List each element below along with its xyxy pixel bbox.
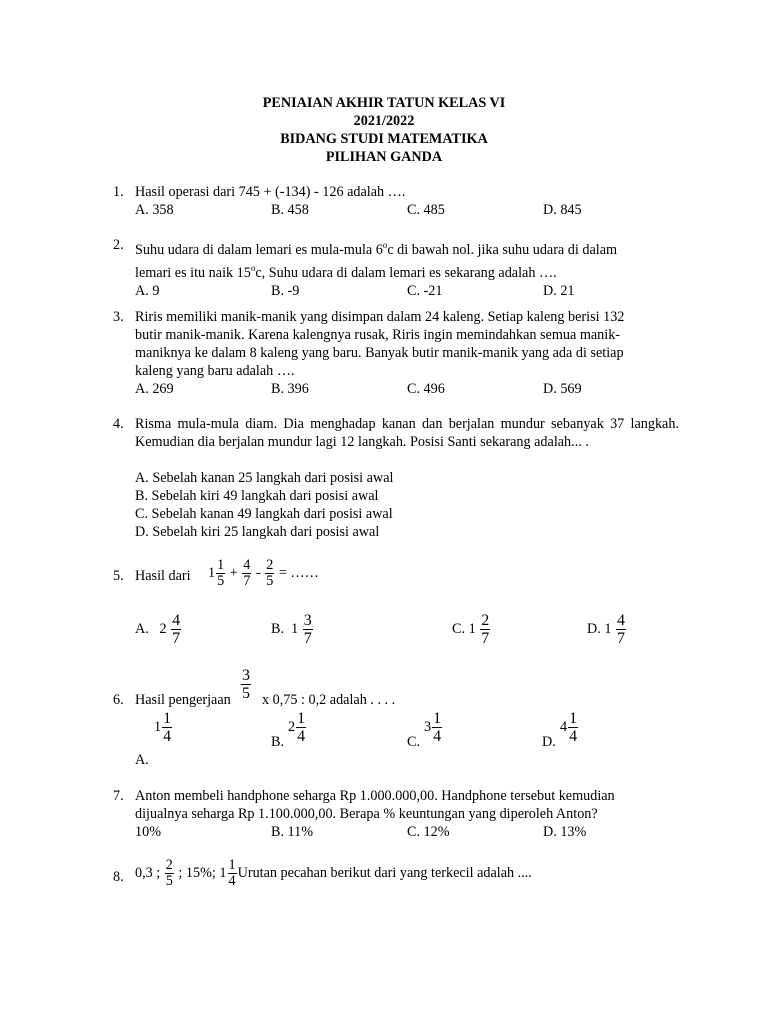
exam-section: PILIHAN GANDA [325, 149, 443, 165]
option-c: C. Sebelah kanan 49 langkah dari posisi awal [135, 506, 393, 522]
minus-sign: - [255, 564, 261, 581]
option-c: C. 496 [407, 381, 445, 397]
question-number: 7. [113, 788, 124, 804]
whole-number: 1 [208, 564, 216, 581]
question-number: 5. [113, 568, 124, 584]
option-c: C. -21 [407, 283, 443, 299]
equals-sign: = …… [278, 564, 319, 581]
degree-symbol: o [382, 240, 388, 250]
fraction: $\frac{4}{7}$ [616, 612, 625, 647]
fraction: $\frac{1}{4}$ [433, 710, 442, 745]
question-text: 0,3 ; $\frac{2}{5}$ ; 15%; 1 $\frac{1}{4}$ Urutan pecahan berikut dari yang terkecil adalah .... [135, 857, 532, 889]
option-a: 10% [135, 824, 162, 840]
question-text: Risma mula-mula diam. Dia menghadap kanan dan berjalan mundur sebanyak 37 langkah. Kemudian dia berjalan mundur lagi 12 langkah. Posisi Santi sekarang adalah... . [135, 416, 679, 450]
exam-year: 2021/2022 [353, 113, 415, 129]
option-d: D. 13% [543, 824, 587, 840]
fraction: $\frac{1}{4}$ [569, 710, 578, 745]
option-a: A. 269 [135, 381, 174, 397]
exam-subject: BIDANG STUDI MATEMATIKA [280, 131, 488, 147]
option-d: D. 845 [543, 202, 582, 218]
question-7 [113, 787, 679, 841]
degree-symbol: o [250, 263, 256, 273]
question-text-line: butir manik-manik. Karena kalengnya rusak, Riris ingin memindahkan semua manik- [135, 327, 621, 343]
question-text: Hasil operasi dari 745 + (-134) - 126 adalah …. [135, 184, 406, 200]
fraction: $\frac{3}{5}$ [242, 667, 250, 702]
option-a: A. Sebelah kanan 25 langkah dari posisi awal [135, 470, 394, 486]
question-label: Hasil pengerjaan [135, 692, 231, 708]
option-c-label: C. [407, 734, 421, 750]
option-d-label: D. [542, 734, 556, 750]
option-b: B. 396 [271, 381, 309, 397]
answer-options [135, 823, 679, 841]
option-b: B. -9 [271, 283, 300, 299]
question-4 [113, 415, 679, 541]
answer-options [135, 201, 679, 219]
answer-options [135, 380, 679, 398]
option-a: A. 358 [135, 202, 174, 218]
option-a: A. 9 [135, 283, 160, 299]
option-c-value: 3 $\frac{1}{4}$ [424, 710, 442, 745]
question-text-line: Riris memiliki manik-manik yang disimpan dalam 24 kaleng. Setiap kaleng berisi 132 [135, 309, 625, 325]
fraction: $\frac{1}{5}$ [217, 557, 225, 589]
option-a: A. 2 $\frac{4}{7}$ [135, 612, 181, 647]
option-b: B. 1 $\frac{3}{7}$ [271, 612, 312, 647]
option-c: C. 1 $\frac{2}{7}$ [452, 612, 490, 647]
question-number: 1. [113, 184, 124, 200]
question-number: 2. [113, 237, 124, 253]
fraction: $\frac{2}{7}$ [481, 612, 490, 647]
expression [208, 558, 319, 589]
option-b-value: 2 $\frac{1}{4}$ [288, 710, 306, 745]
fraction: $\frac{1}{4}$ [297, 710, 306, 745]
exam-header [0, 94, 768, 166]
fraction: $\frac{2}{5}$ [165, 857, 173, 889]
question-label: Hasil dari [135, 568, 191, 584]
option-d-value: 4 $\frac{1}{4}$ [560, 710, 578, 745]
fraction: $\frac{3}{7}$ [303, 612, 312, 647]
option-b: B. 11% [271, 824, 314, 840]
option-c: C. 485 [407, 202, 445, 218]
option-d: D. Sebelah kiri 25 langkah dari posisi awal [135, 524, 380, 540]
option-b: B. 458 [271, 202, 309, 218]
question-number: 8. [113, 869, 124, 885]
option-d: D. 1 $\frac{4}{7}$ [587, 612, 625, 647]
option-b: B. Sebelah kiri 49 langkah dari posisi awal [135, 488, 379, 504]
fraction: $\frac{4}{7}$ [172, 612, 181, 647]
question-1 [113, 183, 679, 219]
exam-title: PENIAIAN AKHIR TATUN KELAS VI [262, 95, 506, 111]
question-text-line: Suhu udara di dalam lemari es mula-mula 6$^o$c di bawah nol. jika suhu udara di dalam [135, 240, 618, 258]
question-text: x 0,75 : 0,2 adalah . . . . [262, 692, 396, 708]
question-3 [113, 308, 679, 398]
question-text-line: maniknya ke dalam 8 kaleng yang baru. Banyak butir manik-manik yang ada di setiap [135, 345, 624, 361]
plus-sign: + [229, 564, 238, 581]
option-a-label: A. [135, 752, 149, 768]
question-number: 6. [113, 692, 124, 708]
question-text-line: Anton membeli handphone seharga Rp 1.000.000,00. Handphone tersebut kemudian [135, 788, 615, 804]
option-b-label: B. [271, 734, 285, 750]
answer-options [135, 282, 679, 300]
question-number: 3. [113, 309, 124, 325]
fraction: $\frac{1}{4}$ [163, 710, 172, 745]
fraction: $\frac{4}{7}$ [243, 557, 251, 589]
question-2 [113, 236, 679, 300]
option-d: D. 569 [543, 381, 582, 397]
option-c: C. 12% [407, 824, 450, 840]
question-number: 4. [113, 416, 124, 432]
fraction: $\frac{1}{4}$ [228, 857, 236, 889]
option-a-value: 1 $\frac{1}{4}$ [154, 710, 172, 745]
question-text-line: dijualnya seharga Rp 1.100.000,00. Berapa % keuntungan yang diperoleh Anton? [135, 806, 598, 822]
fraction: $\frac{2}{5}$ [266, 557, 274, 589]
question-text-line: lemari es itu naik 15$^o$c, Suhu udara di dalam lemari es sekarang adalah …. [135, 263, 557, 281]
question-text-line: kaleng yang baru adalah …. [135, 363, 295, 379]
option-d: D. 21 [543, 283, 575, 299]
